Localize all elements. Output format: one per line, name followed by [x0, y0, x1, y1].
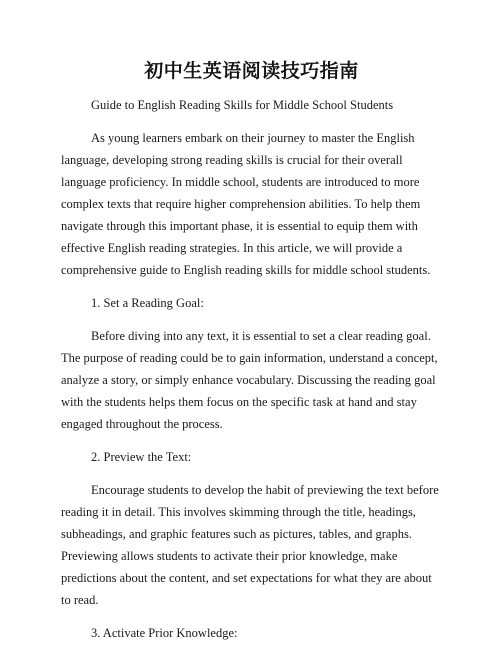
section-heading-set-goal: 1. Set a Reading Goal: [91, 296, 204, 310]
section-heading-prior-knowledge: 3. Activate Prior Knowledge: [91, 626, 238, 640]
section-body-preview: Encourage students to develop the habit of previewing the text before reading it in detail. This involves skimming through the title, headings, subheadings, and graphic features such as pictures, tables, and graphs. Previewing allows students to activate their prior knowledge, make predictions about the content, and set expectations for what they are about to read. [61, 483, 439, 607]
intro-paragraph: As young learners embark on their journey to master the English language, developing strong reading skills is crucial for their overall language proficiency. In middle school, students are introduced to more complex texts that require higher comprehension abilities. To help them navigate through this important phase, it is essential to equip them with effective English reading strategies. In this article, we will provide a comprehensive guide to English reading skills for middle school students. [61, 131, 431, 277]
document-title: 初中生英语阅读技巧指南 [144, 60, 359, 82]
section-body-set-goal: Before diving into any text, it is essential to set a clear reading goal. The purpose of reading could be to gain information, understand a concept, analyze a story, or simply enhance vocabulary. Discussing the reading goal with the students helps them focus on the specific task at hand and stay engaged throughout the process. [61, 329, 438, 431]
section-heading-preview: 2. Preview the Text: [91, 450, 192, 464]
document-subtitle: Guide to English Reading Skills for Middle School Students [91, 98, 394, 112]
